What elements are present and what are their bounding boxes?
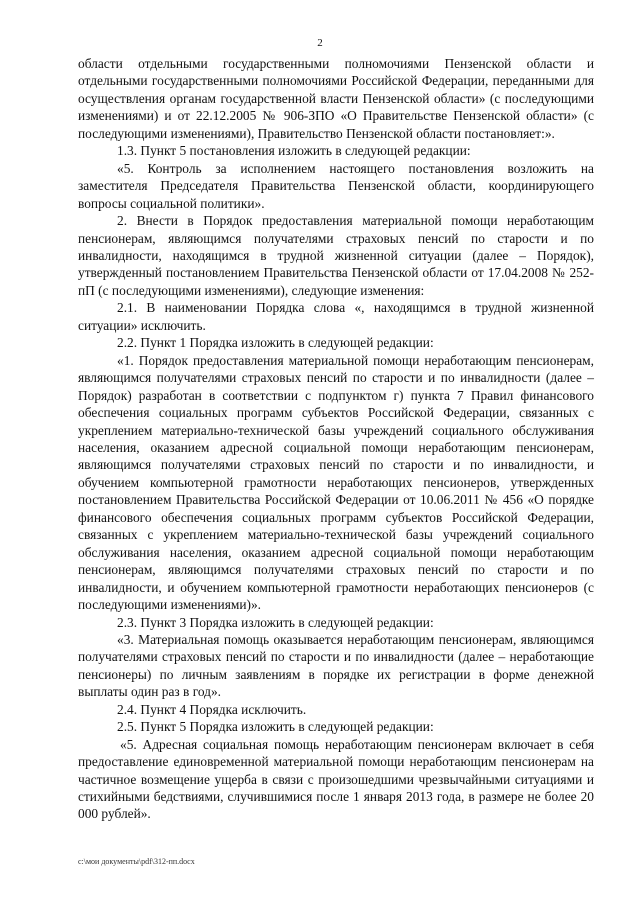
- paragraph: 2. Внести в Порядок предоставления материальной помощи неработающим пенсионерам, являющимся получателями страховых пенсий по старости и по инвалидности, находящимся в трудной жизненной ситуации (далее – Порядок), утвержденный постановлением Правительства Пензенской области от 17.04.2008 № 252-пП (с последующими изменениями), следующие изменения:: [78, 213, 594, 298]
- paragraph: 2.5. Пункт 5 Порядка изложить в следующей редакции:: [117, 719, 434, 735]
- paragraph: «5. Контроль за исполнением настоящего постановления возложить на заместителя Председателя Правительства Пензенской области, координирующего вопросы социальной политики».: [78, 160, 594, 211]
- paragraph: 1.3. Пункт 5 постановления изложить в следующей редакции:: [117, 143, 471, 159]
- paragraph: 2.3. Пункт 3 Порядка изложить в следующей редакции:: [117, 614, 434, 630]
- document-body: [78, 55, 594, 823]
- paragraph: 2.2. Пункт 1 Порядка изложить в следующей редакции:: [117, 335, 434, 351]
- paragraph: области отдельными государственными полномочиями Пензенской области и отдельными государственными полномочиями Российской Федерации, переданными для осуществления органам государственной власти Пензенской области» (с последующими изменениями) и от 22.12.2005 № 906-ЗПО «О Правительстве Пензенской области» (с последующими изменениями), Правительство Пензенской области постановляет:».: [78, 56, 594, 141]
- paragraph: «5. Адресная социальная помощь неработающим пенсионерам включает в себя предоставление единовременной материальной помощи неработающим пенсионерам на частичное возмещение ущерба в связи с произошедшими чрезвычайными ситуациями и стихийными бедствиями, случившимися после 1 января 2013 года, в размере не более 20 000 рублей».: [78, 736, 594, 822]
- paragraph: «3. Материальная помощь оказывается неработающим пенсионерам, являющимся получателями страховых пенсий по старости и по инвалидности (далее – неработающие пенсионеры) по личным заявлениям в порядке их регистрации в форме денежной выплаты один раз в год».: [78, 631, 594, 700]
- page-number: 2: [317, 37, 323, 49]
- paragraph: 2.4. Пункт 4 Порядка исключить.: [117, 701, 307, 717]
- paragraph: 2.1. В наименовании Порядка слова «, находящимся в трудной жизненной ситуации» исключить.: [78, 300, 594, 333]
- paragraph: «1. Порядок предоставления материальной помощи неработающим пенсионерам, являющимся получателями страховых пенсий по старости и по инвалидности (далее – Порядок) разработан в соответствии с подпунктом г) пункта 7 Правил финансового обеспечения социальных программ субъектов Российской Федерации, связанных с укреплением материально-технической базы учреждений социального обслуживания населения, оказанием адресной социальной помощи неработающим пенсионерам, являющимся получателями страховых пенсий по старости и по инвалидности, и обучением компьютерной грамотности неработающих пенсионеров, утвержденных постановлением Правительства Российской Федерации от 10.06.2011 № 456 «О порядке финансового обеспечения социальных программ субъектов Российской Федерации, связанных с укреплением материально-технической базы учреждений социального обслуживания населения, оказанием адресной социальной помощи неработающим пенсионерам, являющимся получателями страховых пенсий по старости и по инвалидности, и обучением компьютерной грамотности неработающих пенсионеров (с последующими изменениями)».: [78, 352, 594, 613]
- footer-file-path: c:\мои документы\pdf\312-пп.docx: [78, 857, 195, 866]
